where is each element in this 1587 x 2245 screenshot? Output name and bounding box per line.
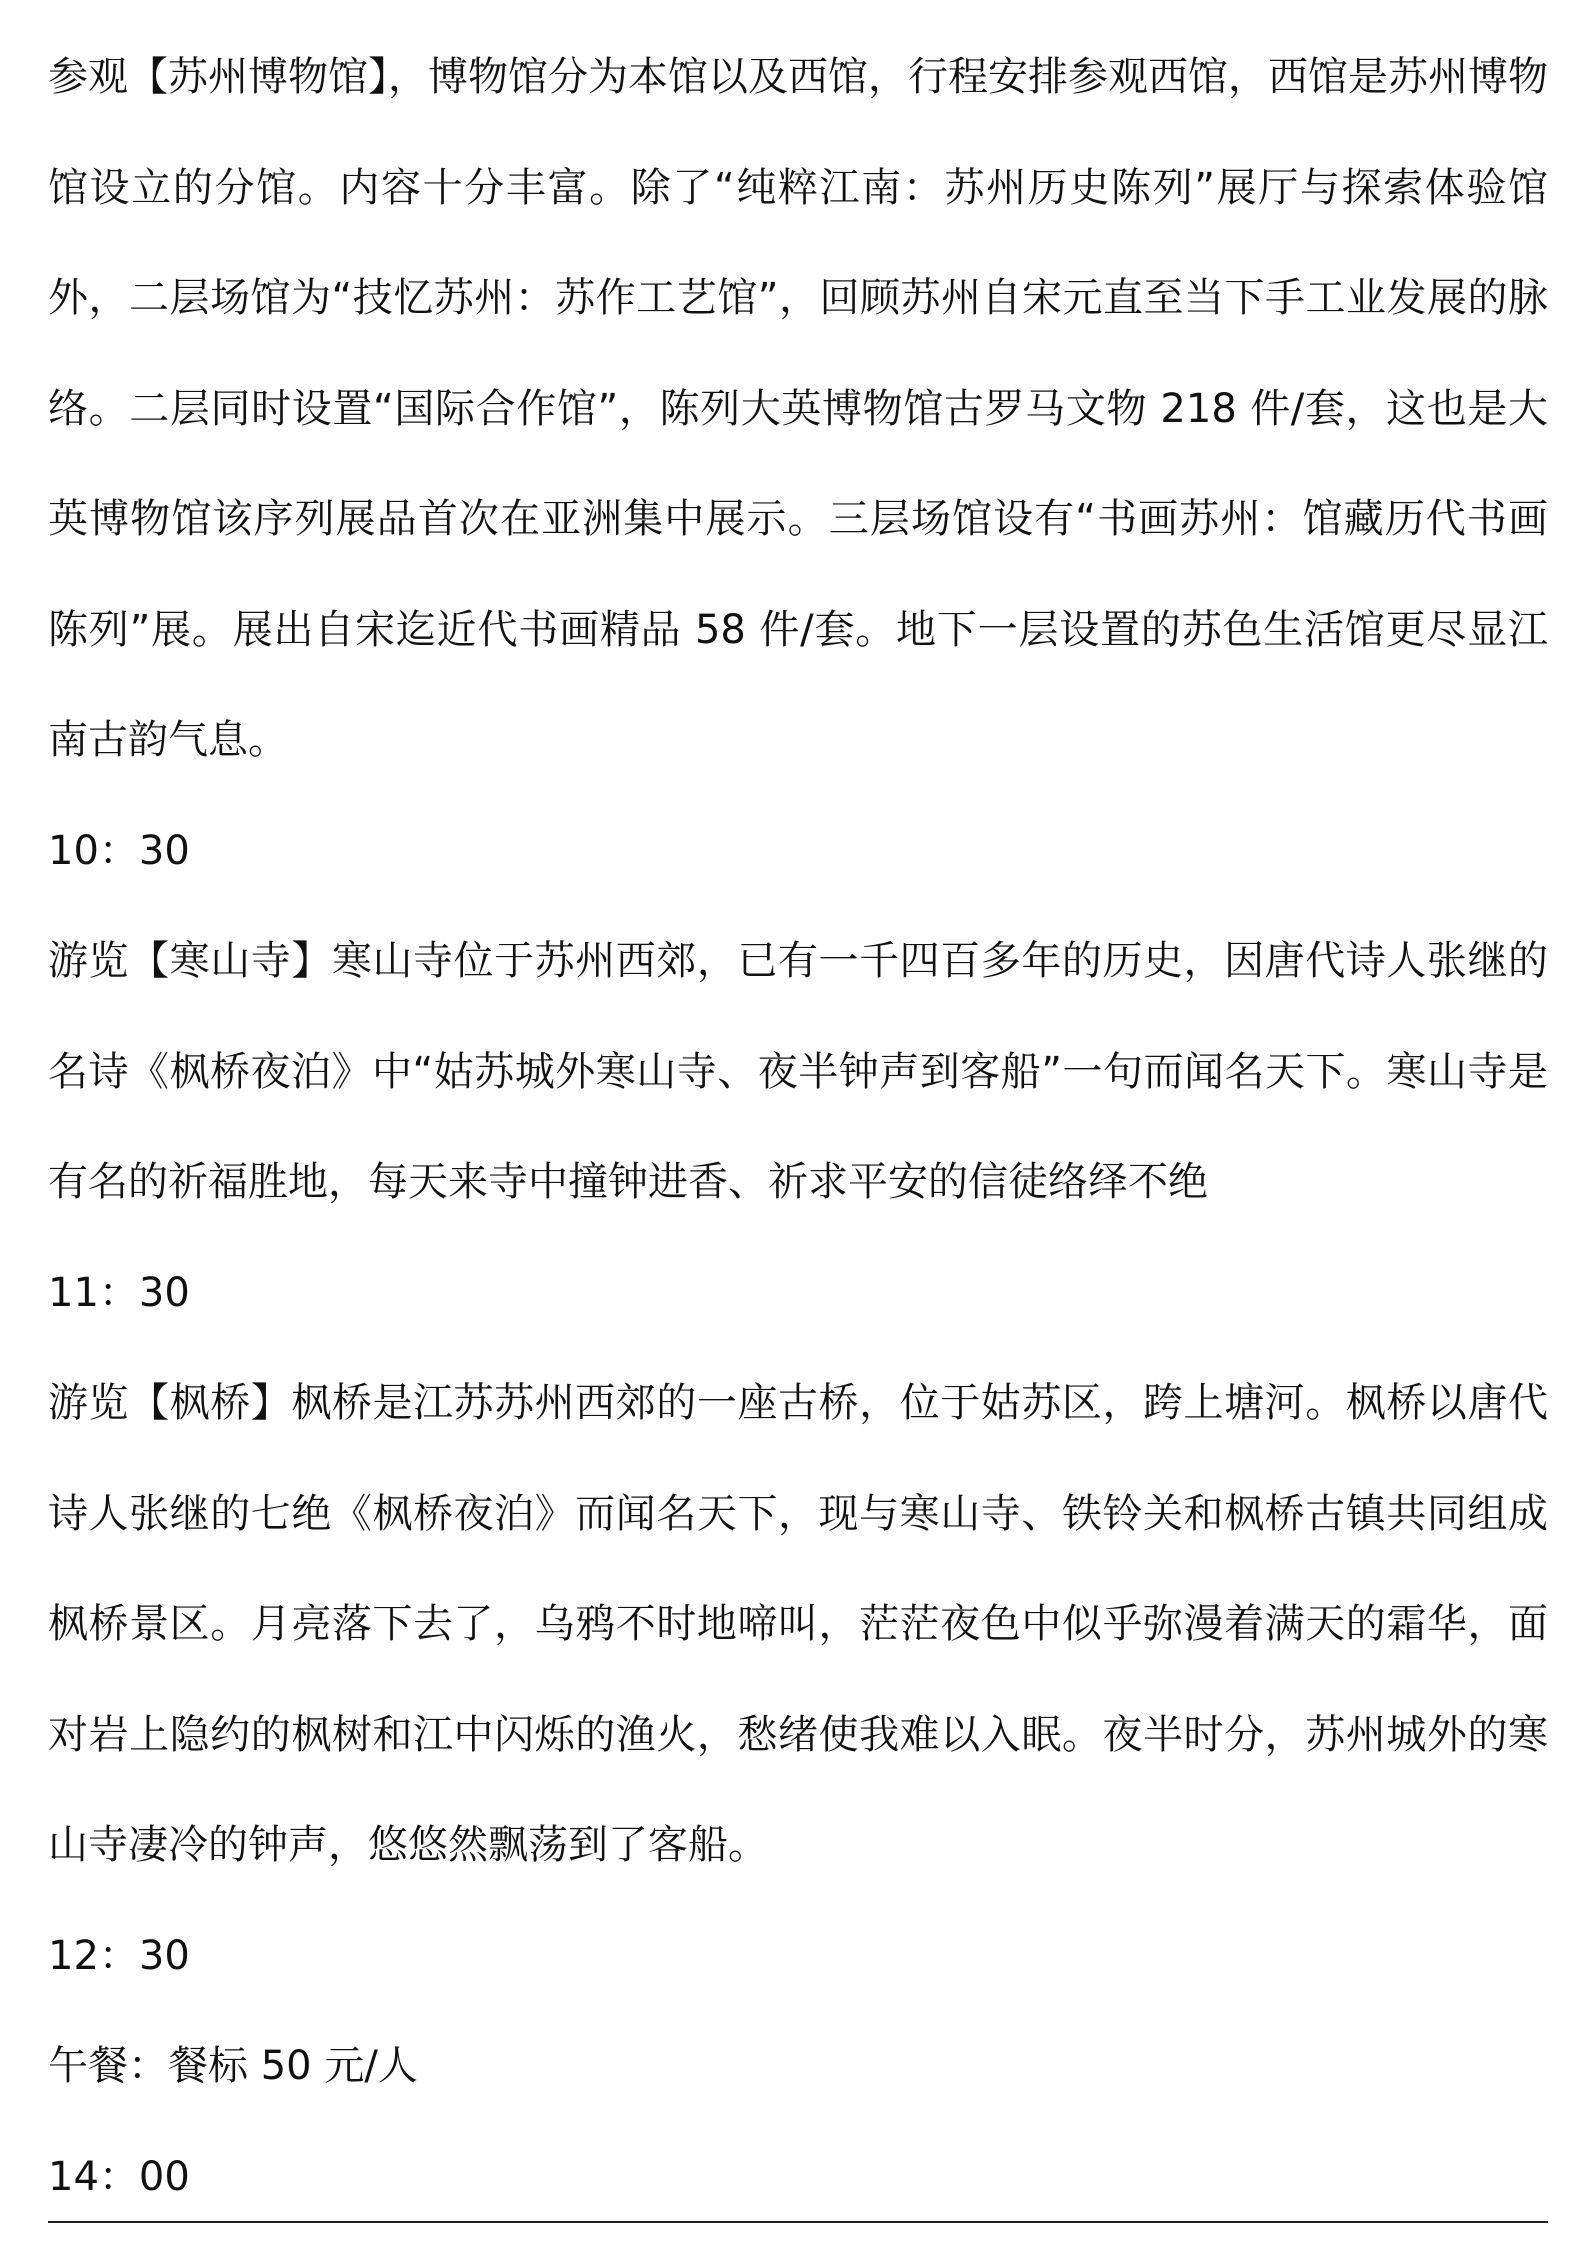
museum-paragraph: 参观【苏州博物馆】，博物馆分为本馆以及西馆，行程安排参观西馆，西馆是苏州博物馆设立的分馆。内容十分丰富。除了“纯粹江南：苏州历史陈列”展厅与探索体验馆外，二层场馆为“技忆苏州：苏作工艺馆”，回顾苏州自宋元直至当下手工业发展的脉络。二层同时设置“国际合作馆”，陈列大英博物馆古罗马文物 218 件/套，这也是大英博物馆该序列展品首次在亚洲集中展示。三层场馆设有“书画苏州：馆藏历代书画陈列”展。展出自宋迄近代书画精品 58 件/套。地下一层设置的苏色生活馆更尽显江南古韵气息。 xyxy=(48,54,1548,763)
lunch-paragraph: 午餐：餐标 50 元/人 xyxy=(48,2043,418,2089)
hanshan-temple-paragraph: 游览【寒山寺】寒山寺位于苏州西郊，已有一千四百多年的历史，因唐代诗人张继的名诗《枫桥夜泊》中“姑苏城外寒山寺、夜半钟声到客船”一句而闻名天下。寒山寺是有名的祈福胜地，每天来寺中撞钟进香、祈求平安的信徒络绎不绝 xyxy=(48,938,1548,1205)
time-1130: 11：30 xyxy=(48,1269,190,1316)
maple-bridge-paragraph: 游览【枫桥】枫桥是江苏苏州西郊的一座古桥，位于姑苏区，跨上塘河。枫桥以唐代诗人张继的七绝《枫桥夜泊》而闻名天下，现与寒山寺、铁铃关和枫桥古镇共同组成枫桥景区。月亮落下去了，乌鸦不时地啼叫，茫茫夜色中似乎弥漫着满天的霜华，面对岩上隐约的枫树和江中闪烁的渔火，愁绪使我难以入眠。夜半时分，苏州城外的寒山寺凄冷的钟声，悠悠然飘荡到了客船。 xyxy=(48,1380,1548,1868)
document-body xyxy=(48,22,1548,2232)
footer-divider xyxy=(48,2221,1548,2223)
time-1400: 14：00 xyxy=(48,2153,190,2200)
time-1030: 10：30 xyxy=(48,827,190,874)
time-1230: 12：30 xyxy=(48,1932,190,1979)
